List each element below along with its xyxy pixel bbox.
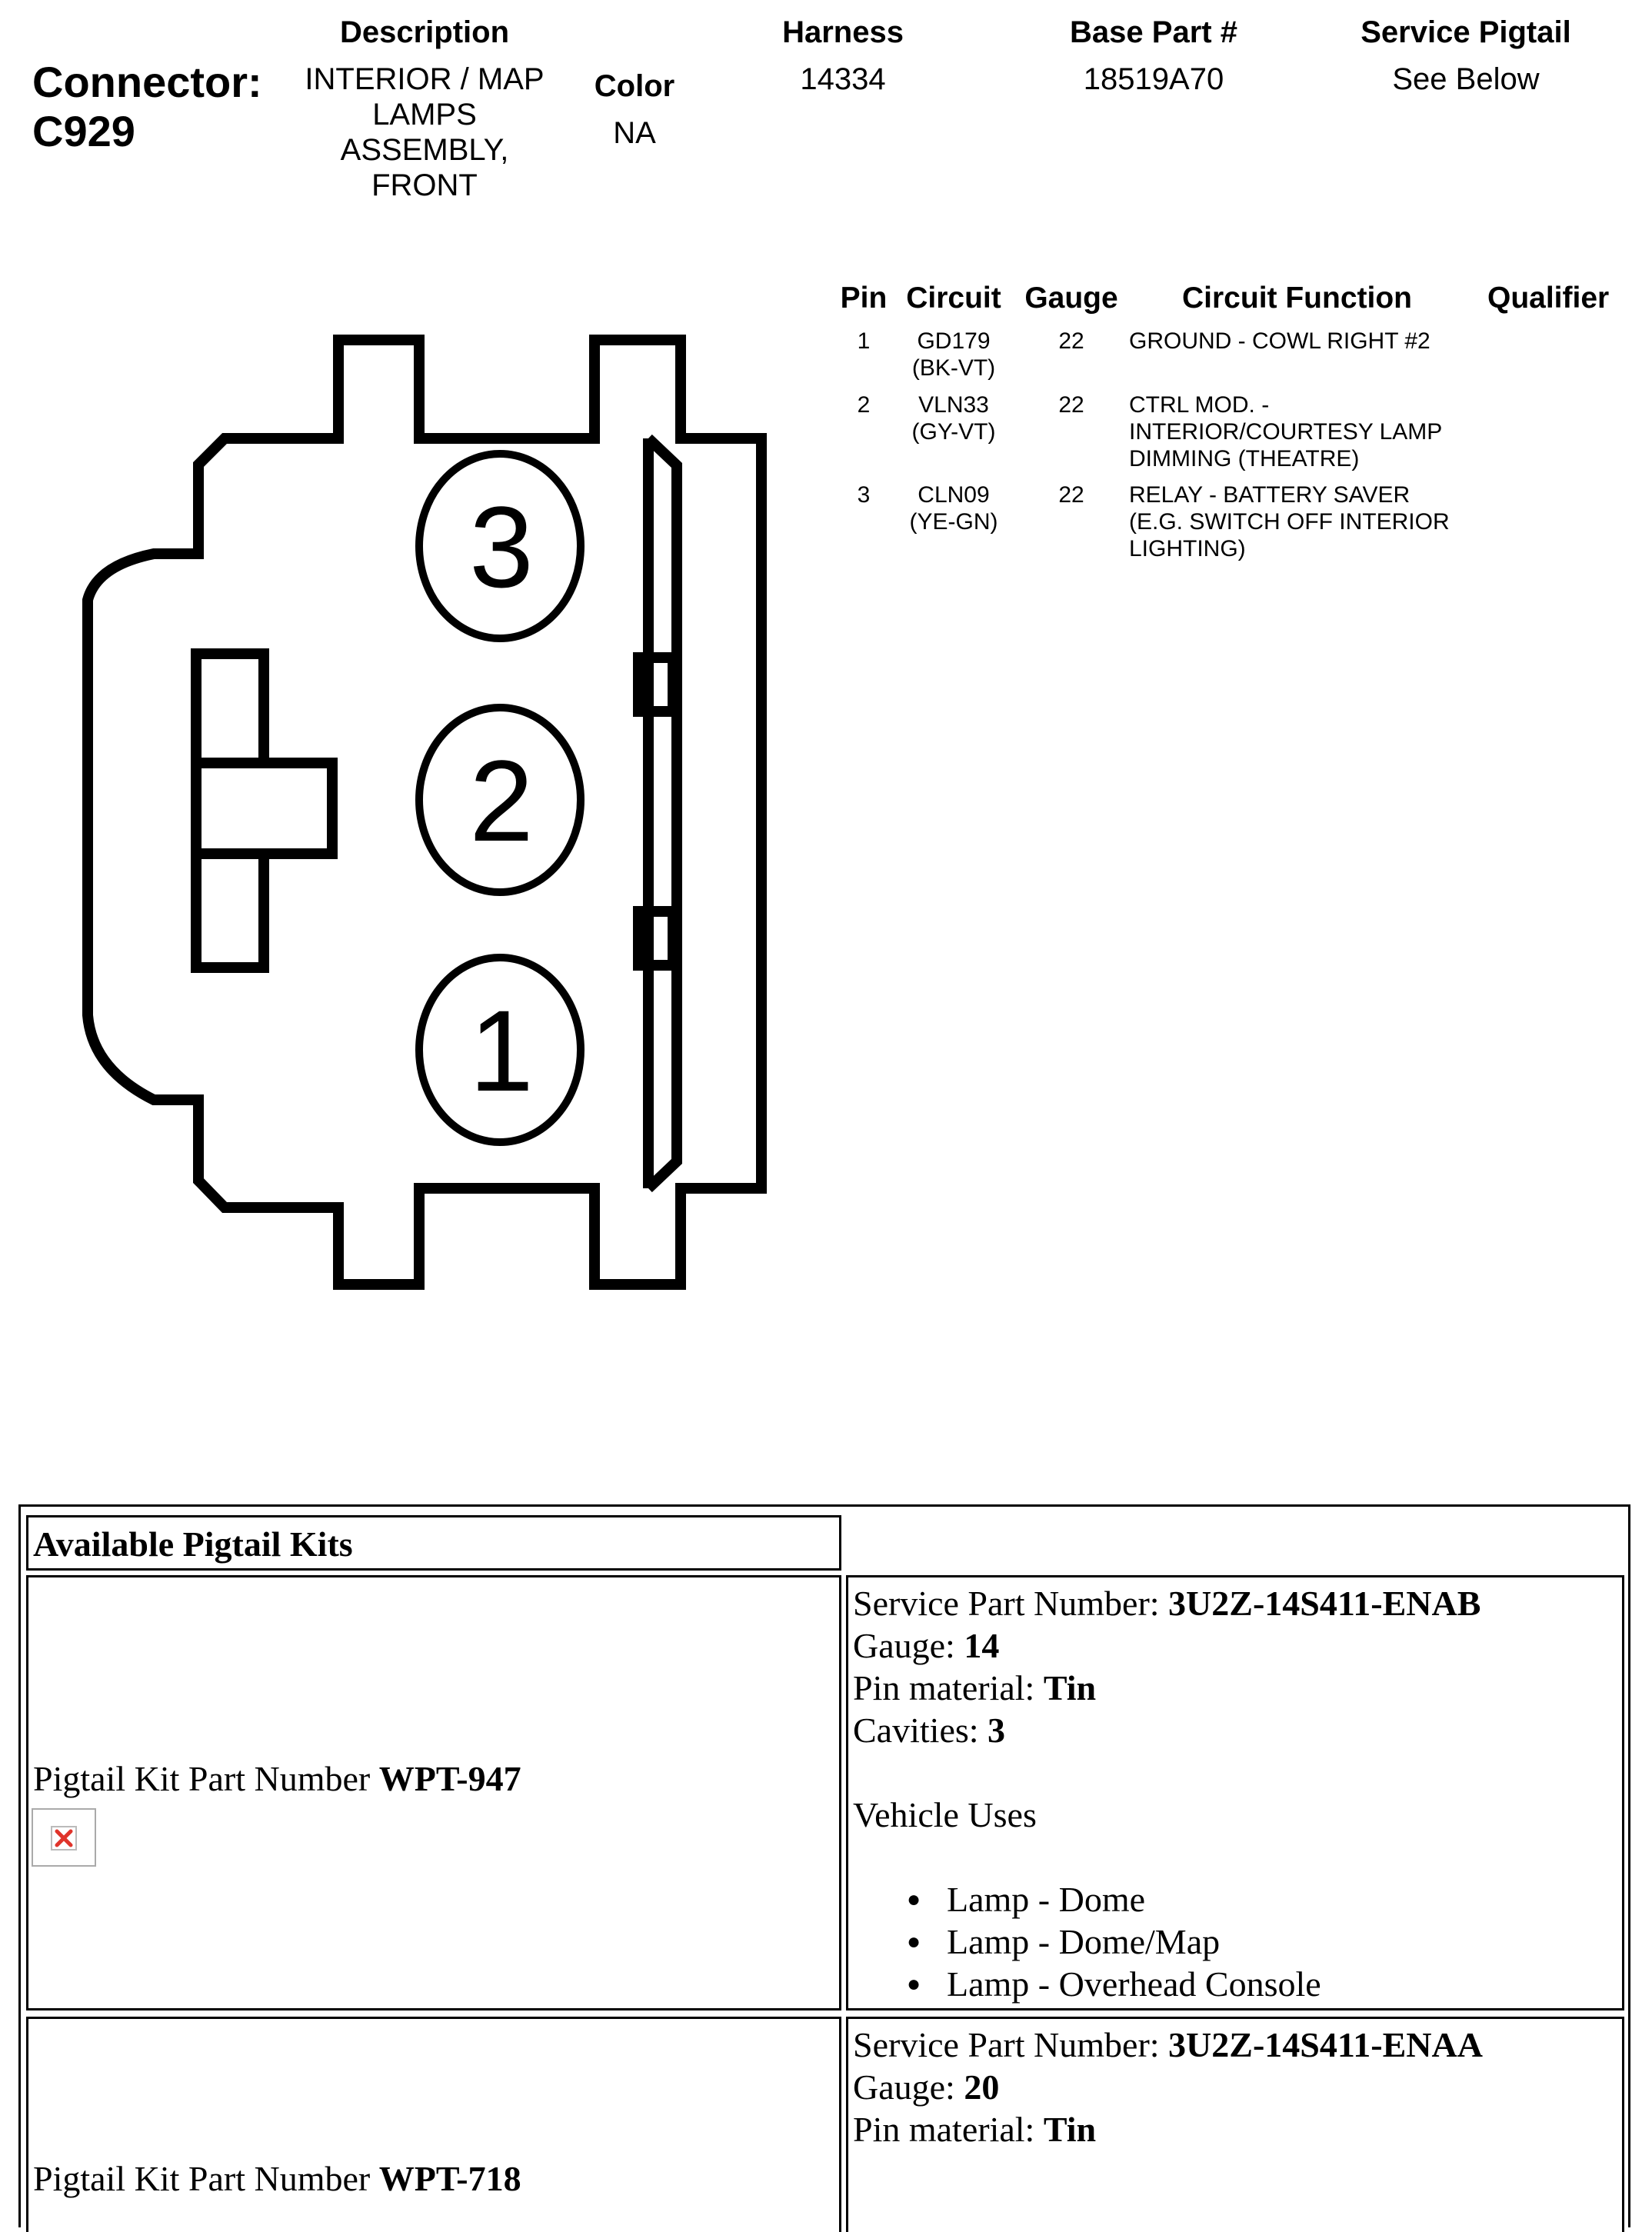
kit-part-number <box>33 2157 521 2200</box>
vehicle-use-item: ● Lamp - Dome/Map <box>907 1922 1221 1961</box>
service-part-row <box>853 1582 1480 1624</box>
gauge-label: Gauge: <box>853 1626 964 1665</box>
vehicle-use-item: ● Lamp - Dome <box>907 1880 1146 1919</box>
function-line: GROUND - COWL RIGHT #2 <box>1129 328 1431 354</box>
connector-tab-lower <box>638 911 673 965</box>
function-cell <box>1129 481 1450 562</box>
function-line: (E.G. SWITCH OFF INTERIOR <box>1129 509 1450 535</box>
connector-id: C929 <box>32 107 135 155</box>
kit-part-label: Pigtail Kit Part Number <box>33 2159 379 2198</box>
connector-housing <box>88 340 761 1284</box>
circuit-cell <box>892 391 1015 445</box>
pin-cell: 3 <box>857 482 871 508</box>
service-pigtail-value: See Below <box>1392 62 1540 96</box>
circuit-cell <box>892 481 1015 535</box>
service-part-value: 3U2Z-14S411-ENAA <box>1168 2025 1483 2064</box>
circuit-cell <box>892 328 1015 381</box>
base-part-value: 18519A70 <box>1083 62 1224 96</box>
harness-value: 14334 <box>800 62 886 96</box>
service-pigtail-header: Service Pigtail <box>1361 15 1571 49</box>
gauge-cell: 22 <box>1058 328 1084 354</box>
pigtail-title: Available Pigtail Kits <box>33 1524 353 1564</box>
service-part-label: Service Part Number: <box>853 2025 1169 2064</box>
function-line: LIGHTING) <box>1129 536 1246 561</box>
col-header-qualifier: Qualifier <box>1487 281 1610 315</box>
kit-details-cell-1 <box>846 1575 1624 2010</box>
cavities-row <box>853 1709 1480 1751</box>
function-line: CTRL MOD. - <box>1129 392 1270 418</box>
circuit-code: CLN09 <box>918 482 990 508</box>
pin-material-value: Tin <box>1043 1668 1097 1707</box>
circuit-color: (BK-VT) <box>911 355 996 381</box>
pin-material-value: Tin <box>1043 2110 1097 2149</box>
circuit-color: (GY-VT) <box>911 419 996 445</box>
vehicle-uses-list <box>907 1878 1480 2005</box>
col-header-circuit-function: Circuit Function <box>1182 281 1412 315</box>
pin-cell: 1 <box>857 328 871 354</box>
col-header-pin: Pin <box>840 281 888 315</box>
function-cell <box>1129 391 1442 472</box>
kit-part-number <box>33 1757 521 1800</box>
service-part-value: 3U2Z-14S411-ENAB <box>1168 1584 1481 1623</box>
description-header: Description <box>339 15 510 49</box>
cavities-label: Cavities: <box>853 1711 988 1750</box>
circuit-code: GD179 <box>917 328 991 354</box>
function-line: DIMMING (THEATRE) <box>1129 446 1360 471</box>
function-line: RELAY - BATTERY SAVER <box>1129 482 1411 508</box>
gauge-value: 14 <box>964 1626 1000 1665</box>
kit-details-cell-2 <box>846 2017 1624 2232</box>
description-value <box>271 62 578 203</box>
kit-cell-wpt-947 <box>26 1575 841 2010</box>
pigtail-title-cell <box>26 1515 841 1571</box>
gauge-cell: 22 <box>1058 482 1084 508</box>
pin-cell: 2 <box>857 392 871 418</box>
function-cell <box>1129 328 1431 355</box>
description-line: FRONT <box>371 168 478 202</box>
function-line: INTERIOR/COURTESY LAMP <box>1129 419 1443 445</box>
service-part-label: Service Part Number: <box>853 1584 1169 1623</box>
connector-latch <box>196 654 332 968</box>
gauge-label: Gauge: <box>853 2067 964 2107</box>
broken-image-icon <box>32 1808 96 1867</box>
service-part-row <box>853 2024 1483 2066</box>
pin-label-2: 2 <box>469 736 534 865</box>
vehicle-uses-label: Vehicle Uses <box>853 1795 1037 1834</box>
kit-part-label: Pigtail Kit Part Number <box>33 1759 379 1798</box>
description-line: INTERIOR / MAP <box>305 62 545 96</box>
base-part-header: Base Part # <box>1070 15 1237 49</box>
kit-part-value: WPT-947 <box>378 1759 521 1798</box>
pin-label-3: 3 <box>469 482 534 611</box>
pin-material-label: Pin material: <box>853 1668 1044 1707</box>
description-line: ASSEMBLY, <box>340 133 509 167</box>
harness-header: Harness <box>782 15 904 49</box>
vehicle-use-item: ● Lamp - Overhead Console <box>907 1964 1321 2004</box>
description-line: LAMPS <box>372 98 477 132</box>
pin-material-label: Pin material: <box>853 2110 1044 2149</box>
connector-label: Connector: <box>32 58 262 106</box>
circuit-color: (YE-GN) <box>909 509 998 535</box>
gauge-row <box>853 1624 1480 1667</box>
col-header-circuit: Circuit <box>906 281 1001 315</box>
color-value: NA <box>613 116 656 150</box>
gauge-value: 20 <box>964 2067 1000 2107</box>
kit-cell-wpt-718 <box>26 2017 841 2232</box>
cavities-value: 3 <box>988 1711 1006 1750</box>
circuit-code: VLN33 <box>918 392 989 418</box>
col-header-gauge: Gauge <box>1024 281 1118 315</box>
connector-tab-upper <box>638 658 673 711</box>
pin-label-1: 1 <box>469 986 534 1115</box>
kit-part-value: WPT-718 <box>378 2159 521 2198</box>
color-header: Color <box>594 69 675 103</box>
gauge-cell: 22 <box>1058 392 1084 418</box>
connector-diagram <box>0 292 784 1308</box>
pin-material-row <box>853 2108 1483 2150</box>
pin-material-row <box>853 1667 1480 1709</box>
gauge-row <box>853 2066 1483 2108</box>
